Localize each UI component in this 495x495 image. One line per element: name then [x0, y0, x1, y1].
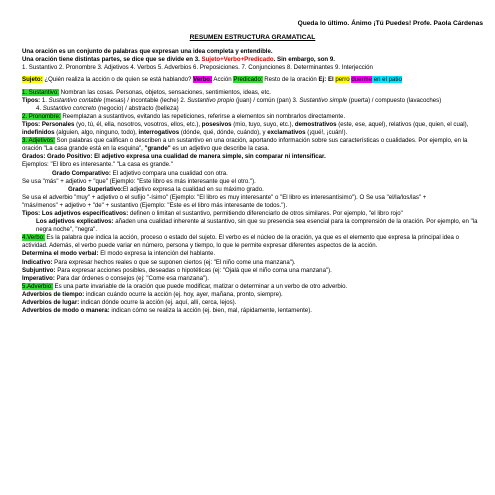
verbo-subjuntivo-text: Para expresar acciones posibles, deseadas o hipotéticas (ej: "Ojalá que el niño coma una manzana").: [55, 266, 332, 274]
intro-parts-tail: . Sin embargo, son 9.: [273, 56, 335, 64]
verbo-subjuntivo: [22, 267, 483, 275]
adjetivos-example: Ejemplos: "El libro es interesante." "La casa es grande.": [22, 161, 173, 169]
grado-comparativo: [22, 170, 483, 178]
adverbio-lugar-label: Adverbios de lugar:: [22, 299, 80, 306]
adverbio-desc: Es una parte invariable de la oración que puede modificar, matizar o determinar a un verbo de otro adverbio.: [52, 282, 348, 290]
verbo-desc: Es la palabra que indica la acción, proceso o estado del sujeto. El verbo es el núcleo de la oración, ya que es el elemento que expresa la principal idea o actividad. Además, el verbo puede variar en número, persona y tiempo, lo que le permite expresar diferentes aspectos de la acción.: [22, 234, 460, 250]
grado-comparativo-text: El adjetivo compara una cualidad con otra.: [110, 169, 228, 177]
adjetivos-especificativos-label: Tipos: Los adjetivos especificativos:: [22, 209, 129, 217]
adverbio-tiempo-label: Adverbios de tiempo:: [22, 290, 85, 298]
document-header: Queda lo último. Ánimo ¡Tú Puedes! Profe. Paola Cárdenas: [297, 20, 483, 27]
example-word-3: duerme: [351, 76, 373, 84]
pronombre-type-text: (mio, tuyo, suyo, etc.),: [231, 120, 295, 128]
pronombre-desc: Reemplazan a sustantivos, evitando las repeticiones, referirse a elementos sin nombrarlos directamente.: [60, 112, 346, 120]
verbo-text: Acción: [212, 76, 234, 84]
sustantivo-definition: [22, 89, 483, 97]
predicado-label: Predicado:: [233, 76, 263, 84]
grado-comparativo-example: Se usa "más" + adjetivo + "que" (Ejemplo: "Este libro es más interesante que el otro.").: [22, 177, 256, 185]
sustantivo-types-text: 4.: [36, 104, 43, 112]
intro-parts-highlight: Sujeto+Verbo+Predicado: [201, 56, 274, 64]
grado-superlativo-example-2: "más/menos" + adjetivo + "de" + sustantivo (Ejemplo: "Este es el libro más interesante de todos.").: [22, 201, 288, 209]
sustantivo-types-text: 1.: [40, 96, 49, 104]
sustantivo-desc: Nombran las cosas. Personas, objetos, sensaciones, sentimientos, ideas, etc.: [58, 88, 271, 96]
adjetivos-especificativos: [22, 210, 483, 218]
sustantivo-label: 1. Sustantivo:: [22, 88, 59, 96]
grado-superlativo-label: Grado Superlativo:: [68, 185, 123, 193]
sustantivo-types-text: (puerta) / compuesto (lavacoches): [347, 96, 442, 104]
adjetivos-explicativos-label: Los adjetivos explicativos:: [36, 218, 114, 226]
pronombre-type: exclamativos: [267, 129, 306, 137]
grado-superlativo: [22, 186, 483, 194]
adjetivos-definition: [22, 137, 483, 153]
adverbio-lugar-text: indican dónde ocurre la acción (ej. aquí, allí, cerca, lejos).: [79, 299, 237, 306]
parts-line: [22, 76, 483, 84]
adjetivos-explicativos: [22, 218, 483, 234]
predicado-text: Resto de la oración: [262, 76, 319, 84]
pronombre-type: indefinidos: [22, 129, 55, 137]
sustantivo-types-text: (negocio) / abstracto (belleza): [96, 104, 179, 112]
adverbio-tiempo: [22, 291, 483, 299]
adverbio-modo-text: indican cómo se realiza la acción (ej. bien, mal, rápidamente, lentamente).: [109, 307, 312, 315]
pronombre-type-text: (yo, tú, él, ella, nosotros, vosotros, ellos, etc.),: [74, 120, 202, 128]
pronombre-definition: [22, 113, 483, 121]
adverbio-lugar: [22, 299, 483, 307]
pronombre-type-text: (este, ese, aquel), relativos (que, quien, el cual),: [336, 120, 469, 128]
intro-parts: [22, 56, 483, 64]
document-title: RESUMEN ESTRUCTURA GRAMATICAL: [189, 34, 316, 42]
verbo-indicativo-label: Indicativo:: [22, 258, 53, 266]
sustantivo-types-cont: [22, 105, 483, 113]
sustantivo-type-1: Sustantivo contable: [48, 96, 102, 104]
verbo-label: Verbo:: [193, 76, 213, 84]
sustantivo-type-4: Sustantivo concreto: [42, 104, 97, 112]
grado-superlativo-text: El adjetivo expresa la cualidad en su máximo grado.: [122, 185, 264, 193]
pronombre-type: demostrativos: [294, 120, 337, 128]
adjetivos-label: 3. Adjetivos:: [22, 137, 55, 145]
pronombre-type-text: (¡qué!, ¡cuán!).: [305, 129, 348, 137]
adjetivos-desc-tail: es un adjetivo que describe la casa.: [170, 145, 270, 153]
verbo-subjuntivo-label: Subjuntivo:: [22, 266, 56, 274]
sujeto-text: ¿Quién realiza la acción o de quien se está hablando?: [42, 76, 194, 84]
adverbio-tiempo-text: indican cuándo ocurre la acción (ej. hoy, ayer, mañana, pronto, siempre).: [84, 290, 283, 298]
verbo-modo-text: El modo expresa la intención del hablante.: [98, 250, 216, 258]
pronombre-type: interrogativos: [138, 129, 180, 137]
verbo-imperativo-text: Para dar órdenes o consejos (ej: "Come esa manzana").: [54, 274, 209, 282]
sustantivo-types-label: Tipos:: [22, 96, 41, 104]
sustantivo-types: [22, 97, 483, 105]
adjetivos-desc: Son palabras que califican o describen a un sustantivo en una oración, aportando información sobre sus características o cualidades. Por ejemplo, en la oración "La casa grande está en la esquina",: [22, 137, 468, 153]
verbo-modo: [22, 250, 483, 258]
intro-list: 1. Sustantivo 2. Pronombre 3. Adjetivos 4. Verbos 5. Adverbios 6. Preposiciones. 7. Conjunciones 8. Determinantes 9. Interjección: [22, 64, 373, 72]
pronombre-type: posesivos: [201, 120, 232, 128]
adjetivos-grados: Grados: Grado Positivo: El adjetivo expresa una cualidad de manera simple, sin comparar ni intensificar.: [22, 153, 326, 161]
adjetivos-desc-example: "grande": [144, 145, 171, 153]
verbo-section-label: 4.Verbo:: [22, 234, 45, 242]
adjetivos-especificativos-text: definen o limitan el sustantivo, permitiendo diferenciarlo de otros similares. Por ejemplo, "el libro rojo": [128, 209, 403, 217]
adverbio-definition: [22, 283, 483, 291]
sustantivo-types-text: (mesas) / incontable (leche) 2.: [101, 96, 188, 104]
grado-superlativo-example: Se usa el adverbio "muy" + adjetivo o el sufijo "-ísimo" (Ejemplo: "El libro es muy interesante" o "El libro es interesantísimo"). O Se usa "el/la/los/las" +: [22, 193, 427, 201]
verbo-modo-label: Determina el modo verbal:: [22, 250, 99, 258]
adjetivos-explicativos-text: añaden una cualidad inherente al sustantivo, sin que su presencia sea esencial para la comprensión de la oración. Por ejemplo, en "la negra noche", "negra".: [36, 218, 478, 234]
verbo-indicativo: [22, 259, 483, 267]
example-word-4: en el patio: [372, 76, 402, 84]
pronombre-type-text: (dónde, qué, dónde, cuándo), y: [179, 129, 268, 137]
sustantivo-types-text: (juan) / común (pan) 3.: [234, 96, 300, 104]
verbo-definition: [22, 234, 483, 250]
pronombre-types-label: Tipos:: [22, 120, 41, 128]
adverbio-label: 5.Adverbio:: [22, 282, 53, 290]
example-label: Ej:: [318, 76, 327, 84]
adverbio-modo-label: Adverbios de modo o manera:: [22, 307, 110, 315]
sustantivo-type-3: Sustantivo simple: [299, 96, 348, 104]
intro-parts-text: Una oración tiene distintas partes, se dice que se divide en 3.: [22, 56, 202, 64]
pronombre-type-text: (alguien, algo, ninguno, todo),: [54, 129, 139, 137]
example-word-2: perro: [335, 76, 350, 84]
example-word-1: El: [327, 76, 334, 84]
adverbio-modo: [22, 307, 483, 315]
verbo-indicativo-text: Para expresar hechos reales o que se suponen ciertos (ej: "El niño come una manzana").: [52, 258, 296, 266]
pronombre-types: [22, 121, 483, 137]
sustantivo-type-2: Sustantivo propio: [187, 96, 235, 104]
verbo-imperativo: [22, 275, 483, 283]
grado-comparativo-label: Grado Comparativo:: [52, 169, 111, 177]
intro-definition: Una oración es un conjunto de palabras que expresan una idea completa y entendible.: [22, 48, 273, 56]
pronombre-label: 2. Pronombre:: [22, 112, 61, 120]
sujeto-label: Sujeto:: [22, 76, 43, 84]
pronombre-type: Personales: [40, 120, 75, 128]
verbo-imperativo-label: Imperativo:: [22, 274, 55, 282]
